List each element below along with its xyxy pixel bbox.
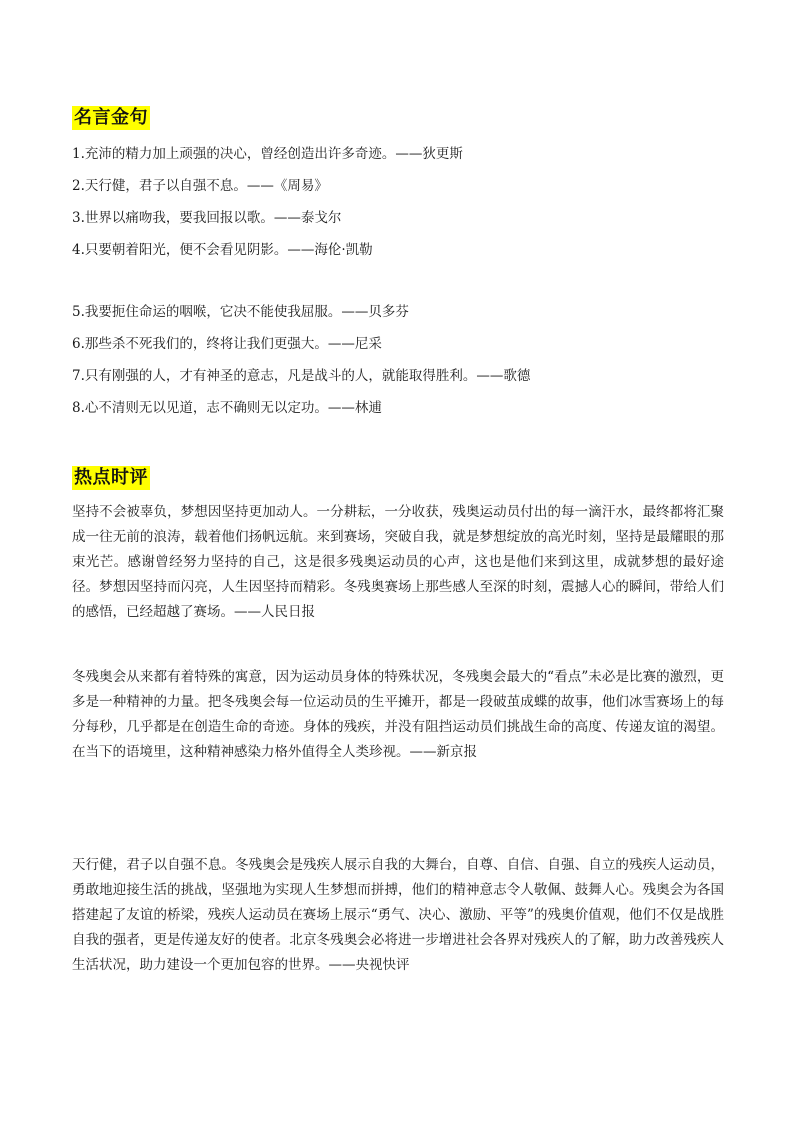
quote-item: 1.充沛的精力加上顽强的决心，曾经创造出许多奇迹。——狄更斯: [72, 146, 463, 162]
quote-item: 5.我要扼住命运的咽喉，它决不能使我屈服。——贝多芬: [72, 304, 409, 320]
quote-item: 4.只要朝着阳光，便不会看见阴影。——海伦·凯勒: [72, 242, 373, 258]
section-title-commentary: 热点时评: [74, 467, 148, 488]
quote-list-group-b: [72, 296, 530, 424]
quote-list-group-a: [72, 138, 463, 266]
commentary-paragraph: 冬残奥会从来都有着特殊的寓意，因为运动员身体的特殊状况，冬残奥会最大的“看点”未必是比赛的激烈，更多是一种精神的力量。把冬残奥会每一位运动员的生平摊开，都是一段破茧成蝶的故事，他们冰雪赛场上的每分每秒，几乎都是在创造生命的奇迹。身体的残疾，并没有阻挡运动员们挑战生命的高度、传递友谊的渴望。在当下的语境里，这种精神感染力格外值得全人类珍视。——新京报: [72, 669, 724, 760]
section-title-quotes: 名言金句: [74, 107, 148, 128]
quote-item: 3.世界以痛吻我，要我回报以歌。——泰戈尔: [72, 210, 342, 226]
quote-item: 2.天行健，君子以自强不息。——《周易》: [72, 178, 328, 194]
commentary-paragraph: 天行健，君子以自强不息。冬残奥会是残疾人展示自我的大舞台，自尊、自信、自强、自立的残疾人运动员，勇敢地迎接生活的挑战，坚强地为实现人生梦想而拼搏，他们的精神意志令人敬佩、鼓舞人心。残奥会为各国搭建起了友谊的桥梁，残疾人运动员在赛场上展示“勇气、决心、激励、平等”的残奥价值观，他们不仅是战胜自我的强者，更是传递友好的使者。北京冬残奥会必将进一步增进社会各界对残疾人的了解，助力改善残疾人生活状况，助力建设一个更加包容的世界。——央视快评: [72, 857, 724, 973]
quote-item: 7.只有刚强的人，才有神圣的意志，凡是战斗的人，就能取得胜利。——歌德: [72, 368, 531, 384]
commentary-paragraph: 坚持不会被辜负，梦想因坚持更加动人。一分耕耘，一分收获，残奥运动员付出的每一滴汗水，最终都将汇聚成一往无前的浪涛，载着他们扬帆远航。来到赛场，突破自我，就是梦想绽放的高光时刻，坚持是最耀眼的那束光芒。感谢曾经努力坚持的自己，这是很多残奥运动员的心声，这也是他们来到这里，成就梦想的最好途径。梦想因坚持而闪亮，人生因坚持而精彩。冬残奥赛场上那些感人至深的时刻，震撼人心的瞬间，带给人们的感悟，已经超越了赛场。——人民日报: [72, 504, 724, 620]
quote-item: 6.那些杀不死我们的，终将让我们更强大。——尼采: [72, 336, 382, 352]
quote-item: 8.心不清则无以见道，志不确则无以定功。——林逋: [72, 400, 382, 416]
